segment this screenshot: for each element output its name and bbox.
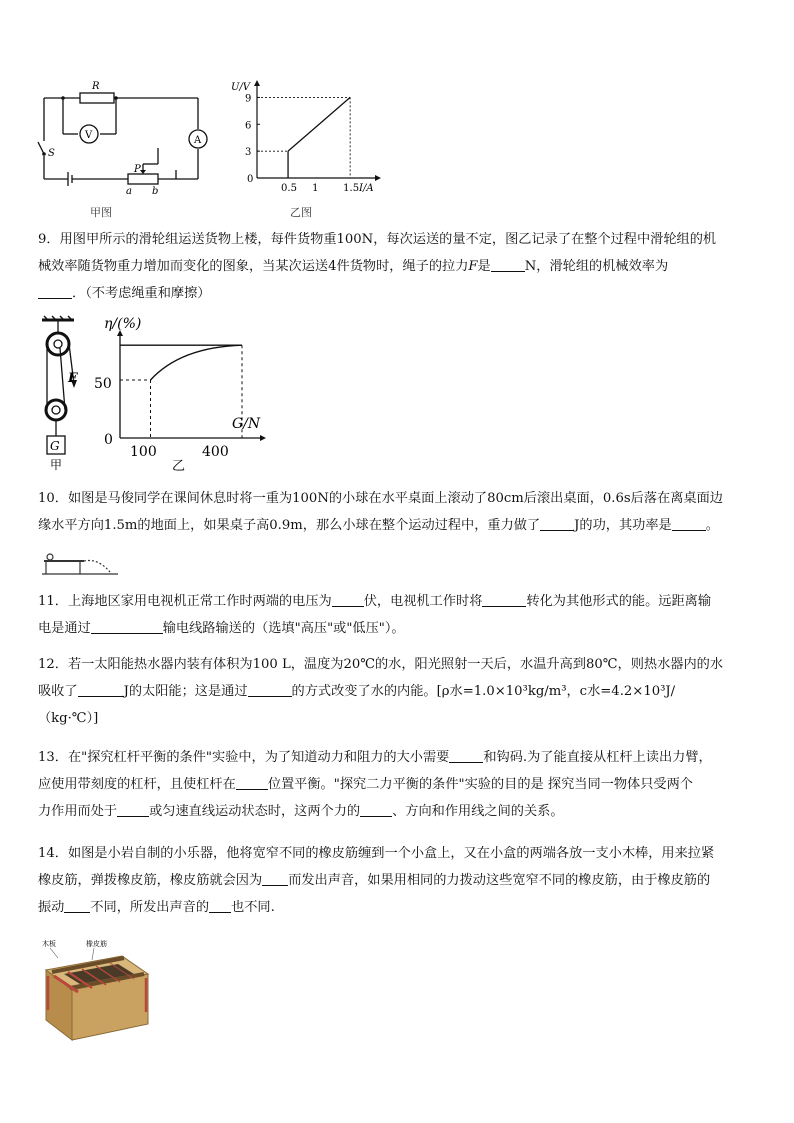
rheostat-end-a: a	[126, 186, 132, 197]
question-10	[38, 485, 760, 539]
eta-axis-label: η/(%)	[104, 316, 142, 332]
q14-text: 而发出声音，如果用相同的力拨动这些宽窄不同的橡皮筋，由于橡皮筋的	[288, 873, 711, 888]
q13-magnitude-blank[interactable]	[360, 802, 392, 817]
ui-x-tick-label: 1.5	[343, 183, 360, 194]
ui-x-tick-label: 1	[312, 183, 319, 194]
resistor-label: R	[92, 81, 100, 92]
q10-work-blank[interactable]	[540, 516, 574, 531]
eta-tick-0: 0	[104, 432, 113, 448]
q12-text: J的太阳能；这是通过	[123, 684, 248, 699]
load-label: G	[50, 439, 60, 453]
q9-line-3	[38, 280, 760, 307]
graph-caption: 乙	[172, 459, 186, 472]
fig8-graph-caption: 乙图	[290, 206, 312, 219]
circuit-diagram	[30, 76, 220, 216]
q9-line-2	[38, 253, 760, 280]
q9-text: 械效率随货物重力增加而变化的图象，当某次运送4件货物时，绳子的拉力	[38, 259, 469, 274]
q14-frequency-blank[interactable]	[64, 898, 90, 913]
q10-text: J的功，其功率是	[574, 518, 672, 533]
g-tick-400: 400	[202, 444, 229, 460]
table-ball-figure	[40, 552, 120, 578]
q14-line-3	[38, 894, 760, 921]
q10-text: 。	[705, 518, 719, 533]
q11-text: 11．上海地区家用电视机正常工作时两端的电压为	[38, 594, 332, 609]
q9-text: 是	[477, 259, 491, 274]
force-symbol: F	[468, 259, 478, 274]
q13-tool-blank[interactable]	[449, 748, 483, 763]
q13-text: 、方向和作用线之间的关系。	[392, 804, 564, 819]
origin-label: 0	[247, 174, 254, 185]
q10-line-1: 10．如图是马俊同学在课间休息时将一重为100N的小球在水平桌面上滚动了80cm后滚出桌面，0.6s后落在离桌面边	[38, 491, 723, 506]
pulley-force-label: F	[68, 371, 78, 386]
q13-line-1	[38, 744, 760, 771]
u-axis-label: U/V	[231, 82, 251, 93]
i-axis-label: I/A	[359, 183, 374, 194]
question-9	[38, 226, 760, 307]
q14-text: 不同，所发出声音的	[90, 900, 210, 915]
q11-line-1	[38, 588, 760, 615]
question-12	[38, 651, 760, 732]
q14-cause-blank[interactable]	[262, 871, 288, 886]
q13-text: 位置平衡。"探究二力平衡的条件"实验的目的是 探究当同一物体只受两个	[267, 777, 693, 792]
q11-energy-blank[interactable]	[482, 592, 526, 607]
rheostat-end-b: b	[152, 186, 159, 197]
band-label: 橡皮筋	[86, 940, 107, 948]
ammeter-label: A	[194, 135, 202, 146]
q14-text: 橡皮筋，弹拨橡皮筋，橡皮筋就会因为	[38, 873, 263, 888]
q9-line-1: 9．用图甲所示的滑轮组运送货物上楼，每件货物重100N，每次运送的量不定，图乙记录了在整个过程中滑轮组的机	[38, 232, 717, 247]
g-tick-100: 100	[130, 444, 157, 460]
q9-text: N，滑轮组的机械效率为	[524, 259, 669, 274]
q13-position-blank[interactable]	[236, 775, 268, 790]
slider-label: P	[134, 164, 141, 175]
q13-text: 和钩码.为了能直接从杠杆上读出力臂，	[483, 750, 712, 765]
q12-line-1: 12．若一太阳能热水器内装有体积为100 L，温度为20℃的水，阳光照射一天后，水温升高到80℃，则热水器内的水	[38, 657, 724, 672]
q12-text: 的方式改变了水的内能。[ρ水=1.0×10³kg/m³，c水=4.2×10³J/	[291, 684, 676, 699]
q12-method-blank[interactable]	[248, 682, 292, 697]
q13-text: 应使用带刻度的杠杆，且使杠杆在	[38, 777, 236, 792]
ui-data-line	[288, 97, 350, 151]
q10-line-2	[38, 512, 760, 539]
q13-text: 13．在"探究杠杆平衡的条件"实验中，为了知道动力和阻力的大小需要	[38, 750, 450, 765]
q14-line-2	[38, 867, 760, 894]
q11-text: 转化为其他形式的能。远距离输	[526, 594, 712, 609]
q14-text: 振动	[38, 900, 65, 915]
q11-transmission-blank[interactable]	[91, 619, 163, 634]
q13-state-blank[interactable]	[117, 802, 149, 817]
eta-tick-50: 50	[94, 376, 112, 392]
question-13	[38, 744, 760, 825]
q13-line-3	[38, 798, 760, 825]
ui-y-tick-label: 6	[245, 120, 252, 132]
ui-y-tick-label: 9	[245, 93, 252, 105]
q9-force-blank[interactable]	[491, 257, 525, 272]
q11-text: 电是通过	[38, 621, 91, 636]
ui-y-tick-label: 3	[245, 147, 252, 159]
pulley-diagram	[36, 314, 86, 472]
q11-line-2	[38, 615, 760, 642]
rubber-band-instrument	[38, 936, 158, 1046]
q11-voltage-blank[interactable]	[332, 592, 364, 607]
q13-line-2	[38, 771, 760, 798]
fig8-circuit-caption: 甲图	[90, 206, 112, 219]
q9-efficiency-blank[interactable]	[38, 284, 72, 299]
q14-text: 也不同.	[231, 900, 275, 915]
switch-label: S	[48, 148, 55, 159]
question-11	[38, 588, 760, 642]
q14-pitch-blank[interactable]	[209, 898, 231, 913]
q10-power-blank[interactable]	[672, 516, 706, 531]
q12-line-2	[38, 678, 760, 705]
q14-line-1: 14．如图是小岩自制的小乐器，他将宽窄不同的橡皮筋缠到一个小盒上，又在小盒的两端各放一支小木棒，用来拉紧	[38, 846, 715, 861]
efficiency-graph	[92, 314, 272, 472]
g-axis-label: G/N	[232, 416, 261, 432]
q12-heat-blank[interactable]	[78, 682, 124, 697]
q9-text: ．（不考虑绳重和摩擦）	[72, 286, 211, 301]
q13-text: 或匀速直线运动状态时，这两个力的	[149, 804, 361, 819]
voltmeter-label: V	[85, 130, 93, 141]
q10-text: 缘水平方向1.5m的地面上，如果桌子高0.9m，那么小球在整个运动过程中，重力做了	[38, 518, 541, 533]
q12-line-3: （kg·℃）]	[38, 711, 99, 726]
eta-curve	[151, 345, 243, 380]
pulley-caption: 甲	[50, 458, 63, 472]
q11-text: 输电线路输送的（选填"高压"或"低压"）。	[162, 621, 405, 636]
ui-x-tick-label: 0.5	[281, 183, 297, 194]
board-label: 木板	[42, 940, 56, 948]
question-14	[38, 840, 760, 921]
u-i-graph	[225, 78, 390, 198]
q11-text: 伏，电视机工作时将	[363, 594, 483, 609]
q13-text: 力作用而处于	[38, 804, 118, 819]
q12-text: 吸收了	[38, 684, 78, 699]
